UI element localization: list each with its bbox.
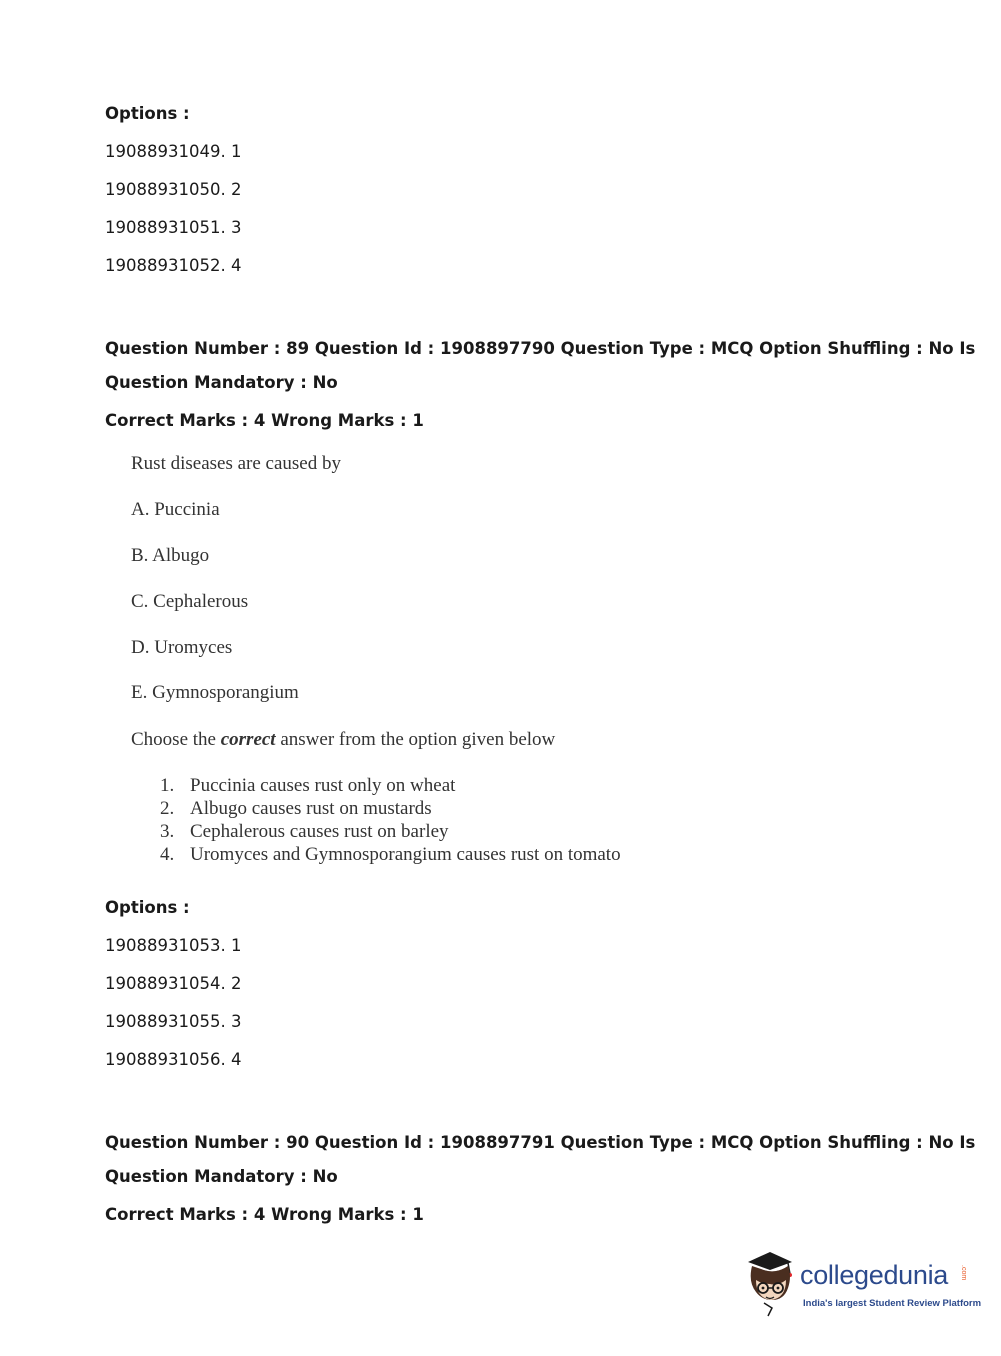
- question-meta-line1: Question Number : 90 Question Id : 1908897791 Question Type : MCQ Option Shuffling : No Is: [105, 1133, 976, 1152]
- choice-item: [160, 821, 449, 843]
- logo-wordmark: collegedunia: [800, 1260, 949, 1290]
- option-item: 19088931056. 4: [105, 1050, 242, 1069]
- choice-text: Albugo causes rust on mustards: [190, 798, 432, 819]
- choice-item: [160, 775, 455, 797]
- option-item: 19088931054. 2: [105, 974, 242, 993]
- choice-item: [160, 844, 621, 866]
- instruction-emphasis: correct: [220, 729, 276, 750]
- logo-domain-suffix: .com: [960, 1265, 967, 1281]
- choice-number: 1.: [160, 775, 175, 796]
- option-item: 19088931053. 1: [105, 936, 242, 955]
- question-meta-line1: Question Number : 89 Question Id : 1908897790 Question Type : MCQ Option Shuffling : No Is: [105, 339, 976, 358]
- statement-item: C. Cephalerous: [131, 591, 249, 612]
- option-item: 19088931049. 1: [105, 142, 242, 161]
- option-item: 19088931055. 3: [105, 1012, 242, 1031]
- choice-item: [160, 798, 432, 820]
- choice-number: 3.: [160, 821, 175, 842]
- question-meta-line2: Question Mandatory : No: [105, 373, 338, 392]
- question-stem: Rust diseases are caused by: [131, 453, 341, 474]
- choice-text: Uromyces and Gymnosporangium causes rust on tomato: [190, 844, 621, 865]
- mascot-icon: [742, 1248, 802, 1320]
- option-item: 19088931050. 2: [105, 180, 242, 199]
- question-meta-line2: Question Mandatory : No: [105, 1167, 338, 1186]
- choice-text: Cephalerous causes rust on barley: [190, 821, 449, 842]
- statement-item: A. Puccinia: [131, 499, 220, 520]
- instruction-pre: Choose the: [131, 729, 221, 750]
- logo-tagline: India's largest Student Review Platform: [803, 1298, 982, 1309]
- instruction-post: answer from the option given below: [275, 729, 556, 750]
- choice-number: 2.: [160, 798, 175, 819]
- statement-item: B. Albugo: [131, 545, 210, 566]
- question-instruction: [131, 729, 555, 751]
- choice-text: Puccinia causes rust only on wheat: [190, 775, 456, 796]
- collegedunia-logo[interactable]: [742, 1248, 982, 1320]
- statement-item: E. Gymnosporangium: [131, 682, 299, 703]
- options-heading: Options :: [105, 104, 190, 123]
- option-item: 19088931052. 4: [105, 256, 242, 275]
- statement-item: D. Uromyces: [131, 637, 233, 658]
- question-marks: Correct Marks : 4 Wrong Marks : 1: [105, 411, 424, 430]
- option-item: 19088931051. 3: [105, 218, 242, 237]
- choice-number: 4.: [160, 844, 175, 865]
- options-heading: Options :: [105, 898, 190, 917]
- question-marks: Correct Marks : 4 Wrong Marks : 1: [105, 1205, 424, 1224]
